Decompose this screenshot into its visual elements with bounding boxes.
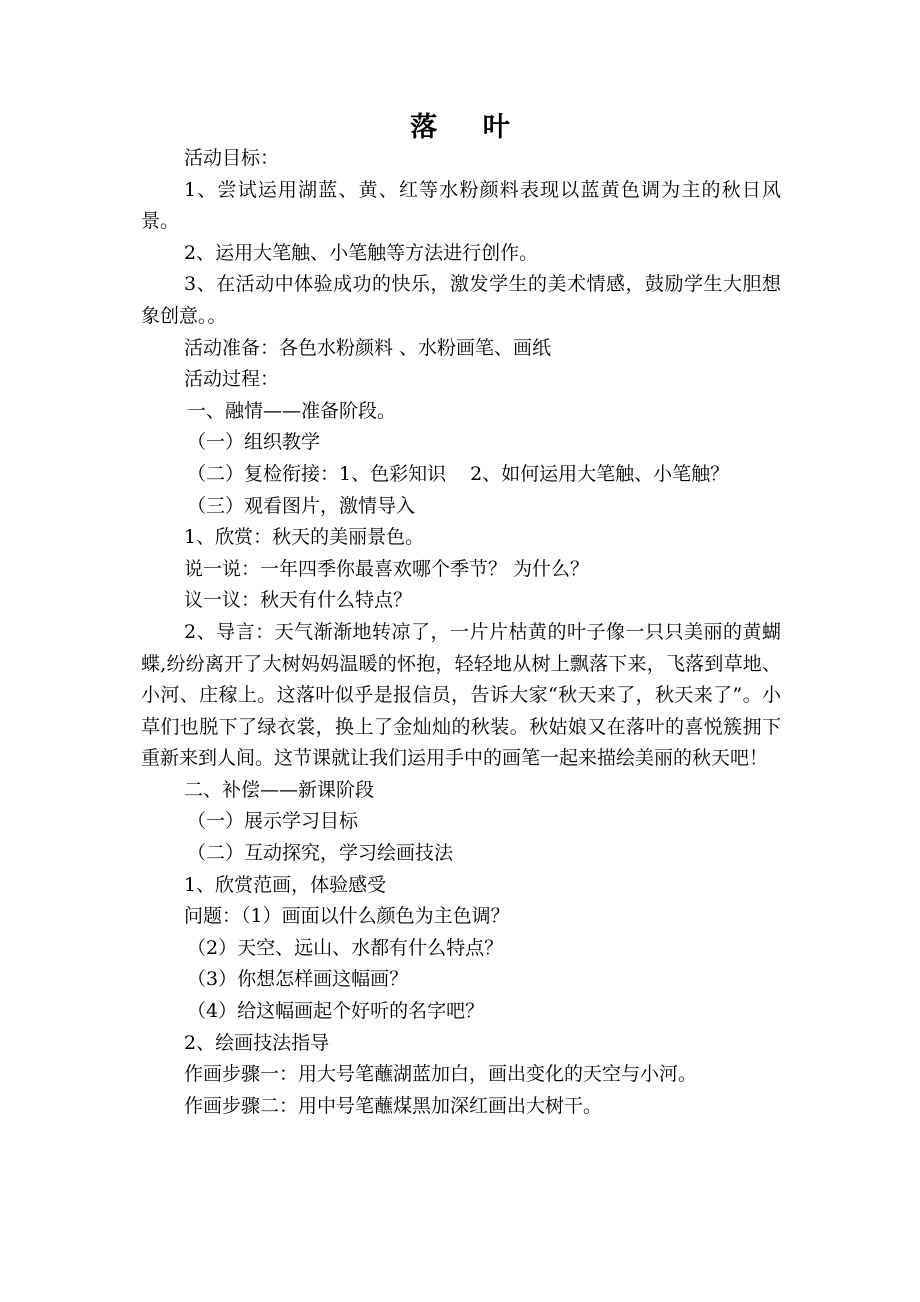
question-1: 问题：（1）画面以什么颜色为主色调？	[184, 905, 510, 928]
goal-item-1: 1、尝试运用湖蓝、黄、红等水粉颜料表现以蓝黄色调为主的秋日风景。	[141, 178, 781, 233]
step-show-goals: （一）展示学习目标	[187, 810, 359, 833]
painting-step-2: 作画步骤二：用中号笔蘸煤黑加深红画出大树干。	[184, 1094, 603, 1117]
section-heading-process: 活动过程：	[184, 368, 280, 391]
stage-heading-2: 二、补偿——新课阶段	[184, 778, 375, 801]
stage-heading-1: 一、融情——准备阶段。	[187, 399, 397, 422]
introduction-paragraph: 2、导言：天气渐渐地转凉了，一片片枯黄的叶子像一只只美丽的黄蝴蝶,纷纷离开了大树妈妈温暖的怀抱，轻轻地从树上飘落下来，飞落到草地、小河、庄稼上。这落叶似乎是报信员，告诉大家“秋天来了，秋天来了”。小草们也脱下了绿衣裳，换上了金灿灿的秋装。秋姑娘又在落叶的喜悦簇拥下重新来到人间。这节课就让我们运用手中的画笔一起来描绘美丽的秋天吧！	[141, 620, 781, 770]
section-heading-goals: 活动目标：	[184, 147, 280, 169]
question-2: （2）天空、远山、水都有什么特点？	[187, 936, 504, 959]
technique-heading: 2、绘画技法指导	[184, 1031, 330, 1054]
document-title: 落 叶	[410, 112, 528, 143]
question-3: （3）你想怎样画这幅画？	[187, 968, 409, 991]
step-explore: （二）互动探究，学习绘画技法	[187, 842, 454, 865]
appreciate-line: 1、欣赏：秋天的美丽景色。	[184, 526, 425, 549]
discuss-line-1: 说一说：一年四季你最喜欢哪个季节？ 为什么？	[184, 557, 590, 580]
step-review	[141, 459, 781, 491]
appreciate-sample-line: 1、欣赏范画，体验感受	[184, 873, 387, 896]
preparation-line: 活动准备：各色水粉颜料 、水粉画笔、画纸	[184, 336, 552, 359]
goal-item-3: 3、在活动中体验成功的快乐，激发学生的美术情感，鼓励学生大胆想象创意。。	[141, 273, 781, 327]
step-review-part-1: （二）复检衔接：1、色彩知识	[187, 462, 447, 485]
discuss-line-2: 议一议：秋天有什么特点？	[184, 589, 413, 612]
goal-item-2: 2、运用大笔触、小笔触等方法进行创作。	[184, 241, 539, 264]
step-organize: （一）组织教学	[187, 431, 321, 454]
painting-step-1: 作画步骤一：用大号笔蘸湖蓝加白，画出变化的天空与小河。	[184, 1063, 698, 1086]
question-4: （4）给这幅画起个好听的名字吧？	[187, 1000, 485, 1023]
step-pictures: （三）观看图片，激情导入	[187, 494, 416, 517]
step-review-part-2: 2、如何运用大笔触、小笔触？	[470, 462, 730, 485]
document-body	[141, 143, 781, 1122]
